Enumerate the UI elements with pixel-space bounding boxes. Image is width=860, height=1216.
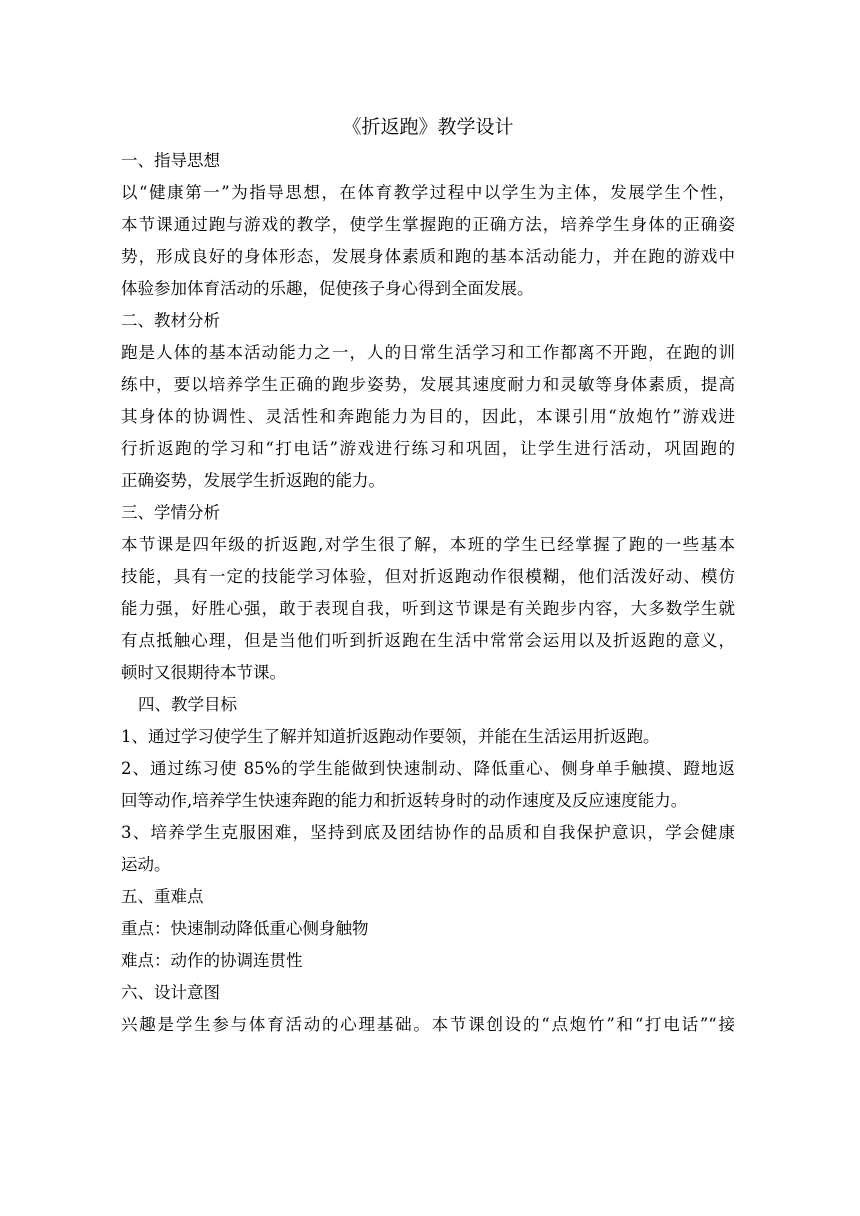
paragraph-line: 运动。 [121, 855, 171, 874]
section-design-intent [121, 977, 735, 1041]
paragraph-line: 1、通过学习使学生了解并知道折返跑动作要领，并能在生活运用折返跑。 [121, 727, 660, 746]
section-student-analysis [121, 497, 735, 689]
paragraph-line: 练中，要以培养学生正确的跑步姿势，发展其速度耐力和灵敏等身体素质，提高 [121, 375, 735, 394]
paragraph-line: 势，形成良好的身体形态，发展身体素质和跑的基本活动能力，并在跑的游戏中 [121, 247, 735, 266]
document-title: 《折返跑》教学设计 [342, 116, 514, 138]
section-heading: 五、重难点 [121, 887, 204, 906]
paragraph-line: 其身体的协调性、灵活性和奔跑能力为目的，因此，本课引用“放炮竹”游戏进 [121, 407, 735, 426]
paragraph-line: 3、培养学生克服困难，坚持到底及团结协作的品质和自我保护意识，学会健康 [121, 823, 735, 842]
paragraph-line: 2、通过练习使 85%的学生能做到快速制动、降低重心、侧身单手触摸、蹬地返 [121, 759, 735, 778]
document-body [121, 111, 735, 1041]
paragraph-line: 兴趣是学生参与体育活动的心理基础。本节课创设的“点炮竹”和“打电话”“接 [121, 1015, 735, 1034]
paragraph-line: 本节课是四年级的折返跑,对学生很了解，本班的学生已经掌握了跑的一些基本 [121, 535, 735, 554]
paragraph-line: 跑是人体的基本活动能力之一，人的日常生活学习和工作都离不开跑，在跑的训 [121, 343, 735, 362]
section-heading: 六、设计意图 [121, 983, 220, 1002]
paragraph-line: 能力强，好胜心强，敢于表现自我，听到这节课是有关跑步内容，大多数学生就 [121, 599, 735, 618]
paragraph-line: 正确姿势，发展学生折返跑的能力。 [121, 471, 385, 490]
paragraph-line: 回等动作,培养学生快速奔跑的能力和折返转身时的动作速度及反应速度能力。 [121, 791, 688, 810]
paragraph-line: 以“健康第一”为指导思想，在体育教学过程中以学生为主体，发展学生个性， [121, 183, 735, 202]
paragraph-line: 本节课通过跑与游戏的教学，使学生掌握跑的正确方法，培养学生身体的正确姿 [121, 215, 735, 234]
section-heading: 四、教学目标 [138, 695, 237, 714]
paragraph-line: 有点抵触心理，但是当他们听到折返跑在生活中常常会运用以及折返跑的意义， [121, 631, 735, 650]
paragraph-line: 行折返跑的学习和“打电话”游戏进行练习和巩固，让学生进行活动，巩固跑的 [121, 439, 735, 458]
section-guiding-ideology [121, 145, 735, 305]
section-key-difficult-points [121, 881, 735, 977]
section-heading: 二、教材分析 [121, 311, 220, 330]
paragraph-line: 重点：快速制动降低重心侧身触物 [121, 919, 369, 938]
paragraph-line: 体验参加体育活动的乐趣，促使孩子身心得到全面发展。 [121, 279, 534, 298]
section-heading: 一、指导思想 [121, 151, 220, 170]
section-material-analysis [121, 305, 735, 497]
section-teaching-objectives [121, 689, 735, 881]
paragraph-line: 顿时又很期待本节课。 [121, 663, 286, 682]
paragraph-line: 难点：动作的协调连贯性 [121, 951, 303, 970]
section-heading: 三、学情分析 [121, 503, 220, 522]
paragraph-line: 技能，具有一定的技能学习体验，但对折返跑动作很模糊，他们活泼好动、模仿 [121, 567, 735, 586]
